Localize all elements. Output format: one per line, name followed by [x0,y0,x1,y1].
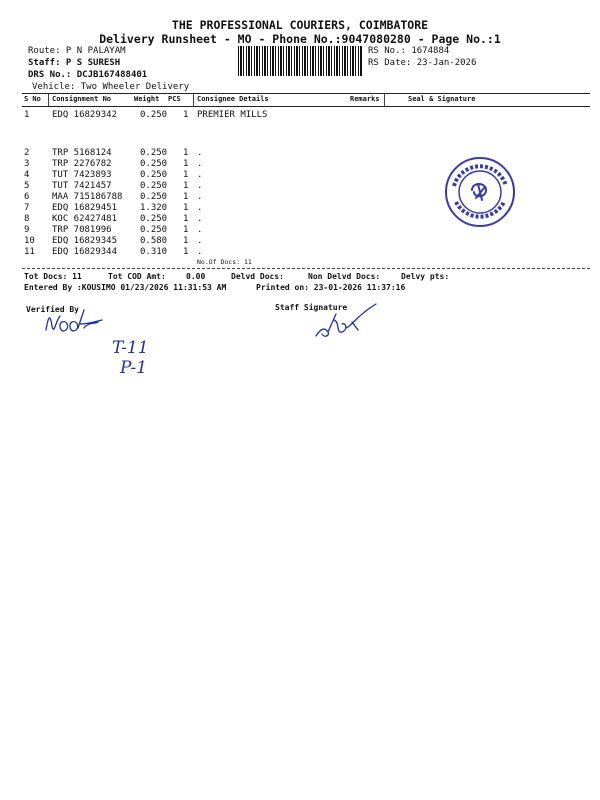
cell-pcs: 1 [183,214,189,224]
cell-pcs: 1 [183,203,189,213]
cell-pcs: 1 [183,247,189,257]
rs-number: RS No.: 1674884 [368,46,450,56]
cell-consignment: KOC 62427481 [52,214,118,224]
col-seal-signature: Seal & Signature [408,95,476,103]
table-row [0,110,600,121]
barcode [238,46,362,76]
route-label: Route: P N PALAYAM [28,46,126,56]
col-consignee: Consignee Details [197,95,269,103]
handwritten-note-line2: P-1 [120,358,148,378]
cell-sno: 4 [24,170,30,180]
cell-consignee: . [197,236,203,246]
cell-pcs: 1 [183,236,189,246]
cell-consignment: TRP 7081996 [52,225,112,235]
col-sno: S No [24,95,41,103]
cell-pcs: 1 [183,225,189,235]
header-rule-bottom [22,106,590,107]
cell-consignment: EDQ 16829344 [52,247,118,257]
company-title: THE PROFESSIONAL COURIERS, COIMBATORE [171,18,429,32]
cell-weight: 0.250 [140,214,168,224]
cell-weight: 1.320 [140,203,168,213]
cell-consignee: . [197,214,203,224]
cell-sno: 7 [24,203,30,213]
cell-weight: 0.250 [140,192,168,202]
col-divider [384,94,385,106]
cell-consignee: . [197,148,203,158]
cell-consignee: . [197,247,203,257]
delivered-docs: Delvd Docs: [231,272,284,281]
table-rule-bottom [22,268,590,269]
cell-pcs: 1 [183,192,189,202]
cell-weight: 0.250 [140,148,168,158]
drs-number: DRS No.: DCJB167488401 [28,70,148,80]
col-remarks: Remarks [350,95,380,103]
cell-consignee: . [197,192,203,202]
verified-by-label: Verified By [26,305,79,314]
cell-pcs: 1 [183,181,189,191]
cell-sno: 2 [24,148,30,158]
verified-signature-scribble [38,300,108,346]
cell-sno: 8 [24,214,30,224]
cell-consignment: TRP 5168124 [52,148,112,158]
cell-sno: 5 [24,181,30,191]
cell-consignee: PREMIER MILLS [197,110,268,120]
cell-consignment: EDQ 16829342 [52,110,118,120]
cell-consignee: . [197,170,203,180]
staff-label: Staff: P S SURESH [28,58,121,68]
vehicle-label: Vehicle: Two Wheeler Delivery [32,82,190,92]
total-docs: Tot Docs: 11 [24,272,82,281]
col-weight: Weight [134,95,160,103]
cell-weight: 0.250 [140,181,168,191]
cell-consignment: TUT 7423893 [52,170,112,180]
cell-weight: 0.310 [140,247,168,257]
cell-consignee: . [197,203,203,213]
total-cod-label: Tot COD Amt: [108,272,166,281]
cell-weight: 0.250 [140,159,168,169]
cell-weight: 0.580 [140,236,168,246]
table-row [0,236,600,247]
cell-pcs: 1 [183,110,189,120]
cell-weight: 0.250 [140,110,168,120]
printed-on: Printed on: 23-01-2026 11:37:16 [256,283,406,292]
table-row [0,247,600,258]
cell-sno: 9 [24,225,30,235]
cell-weight: 0.250 [140,170,168,180]
no-of-docs: No.Of Docs: 11 [197,258,252,266]
cell-sno: 1 [24,110,30,120]
company-seal-stamp [442,154,518,230]
cell-sno: 10 [24,236,35,246]
staff-signature-scribble [306,296,396,346]
rs-date: RS Date: 23-Jan-2026 [368,58,477,68]
cell-sno: 3 [24,159,30,169]
handwritten-note-line1: T-11 [112,338,149,358]
runsheet-subtitle: Delivery Runsheet - MO - Phone No.:9047080280 - Page No.:1 [99,32,501,46]
col-consignment: Consignment No [52,95,112,103]
cell-weight: 0.250 [140,225,168,235]
header-rule-top [22,93,590,94]
non-delivered-docs: Non Delvd Docs: [308,272,381,281]
cell-consignment: MAA 715186788 [52,192,123,202]
staff-signature-label: Staff Signature [275,303,348,312]
table-header-row [0,95,600,106]
cell-pcs: 1 [183,159,189,169]
cell-sno: 11 [24,247,35,257]
col-divider [48,94,49,106]
cell-consignee: . [197,159,203,169]
entered-by: Entered By :KOUSIMO 01/23/2026 11:31:53 AM [24,283,227,292]
cell-consignment: EDQ 16829451 [52,203,118,213]
cell-consignment: TRP 2276782 [52,159,112,169]
total-cod-value: 0.00 [186,272,206,281]
cell-consignee: . [197,181,203,191]
delivery-points: Delvy pts: [401,272,450,281]
cell-consignment: TUT 7421457 [52,181,112,191]
cell-pcs: 1 [183,148,189,158]
col-pcs: PCS [168,95,181,103]
col-divider [193,94,194,106]
cell-pcs: 1 [183,170,189,180]
cell-sno: 6 [24,192,30,202]
cell-consignment: EDQ 16829345 [52,236,118,246]
cell-consignee: . [197,225,203,235]
